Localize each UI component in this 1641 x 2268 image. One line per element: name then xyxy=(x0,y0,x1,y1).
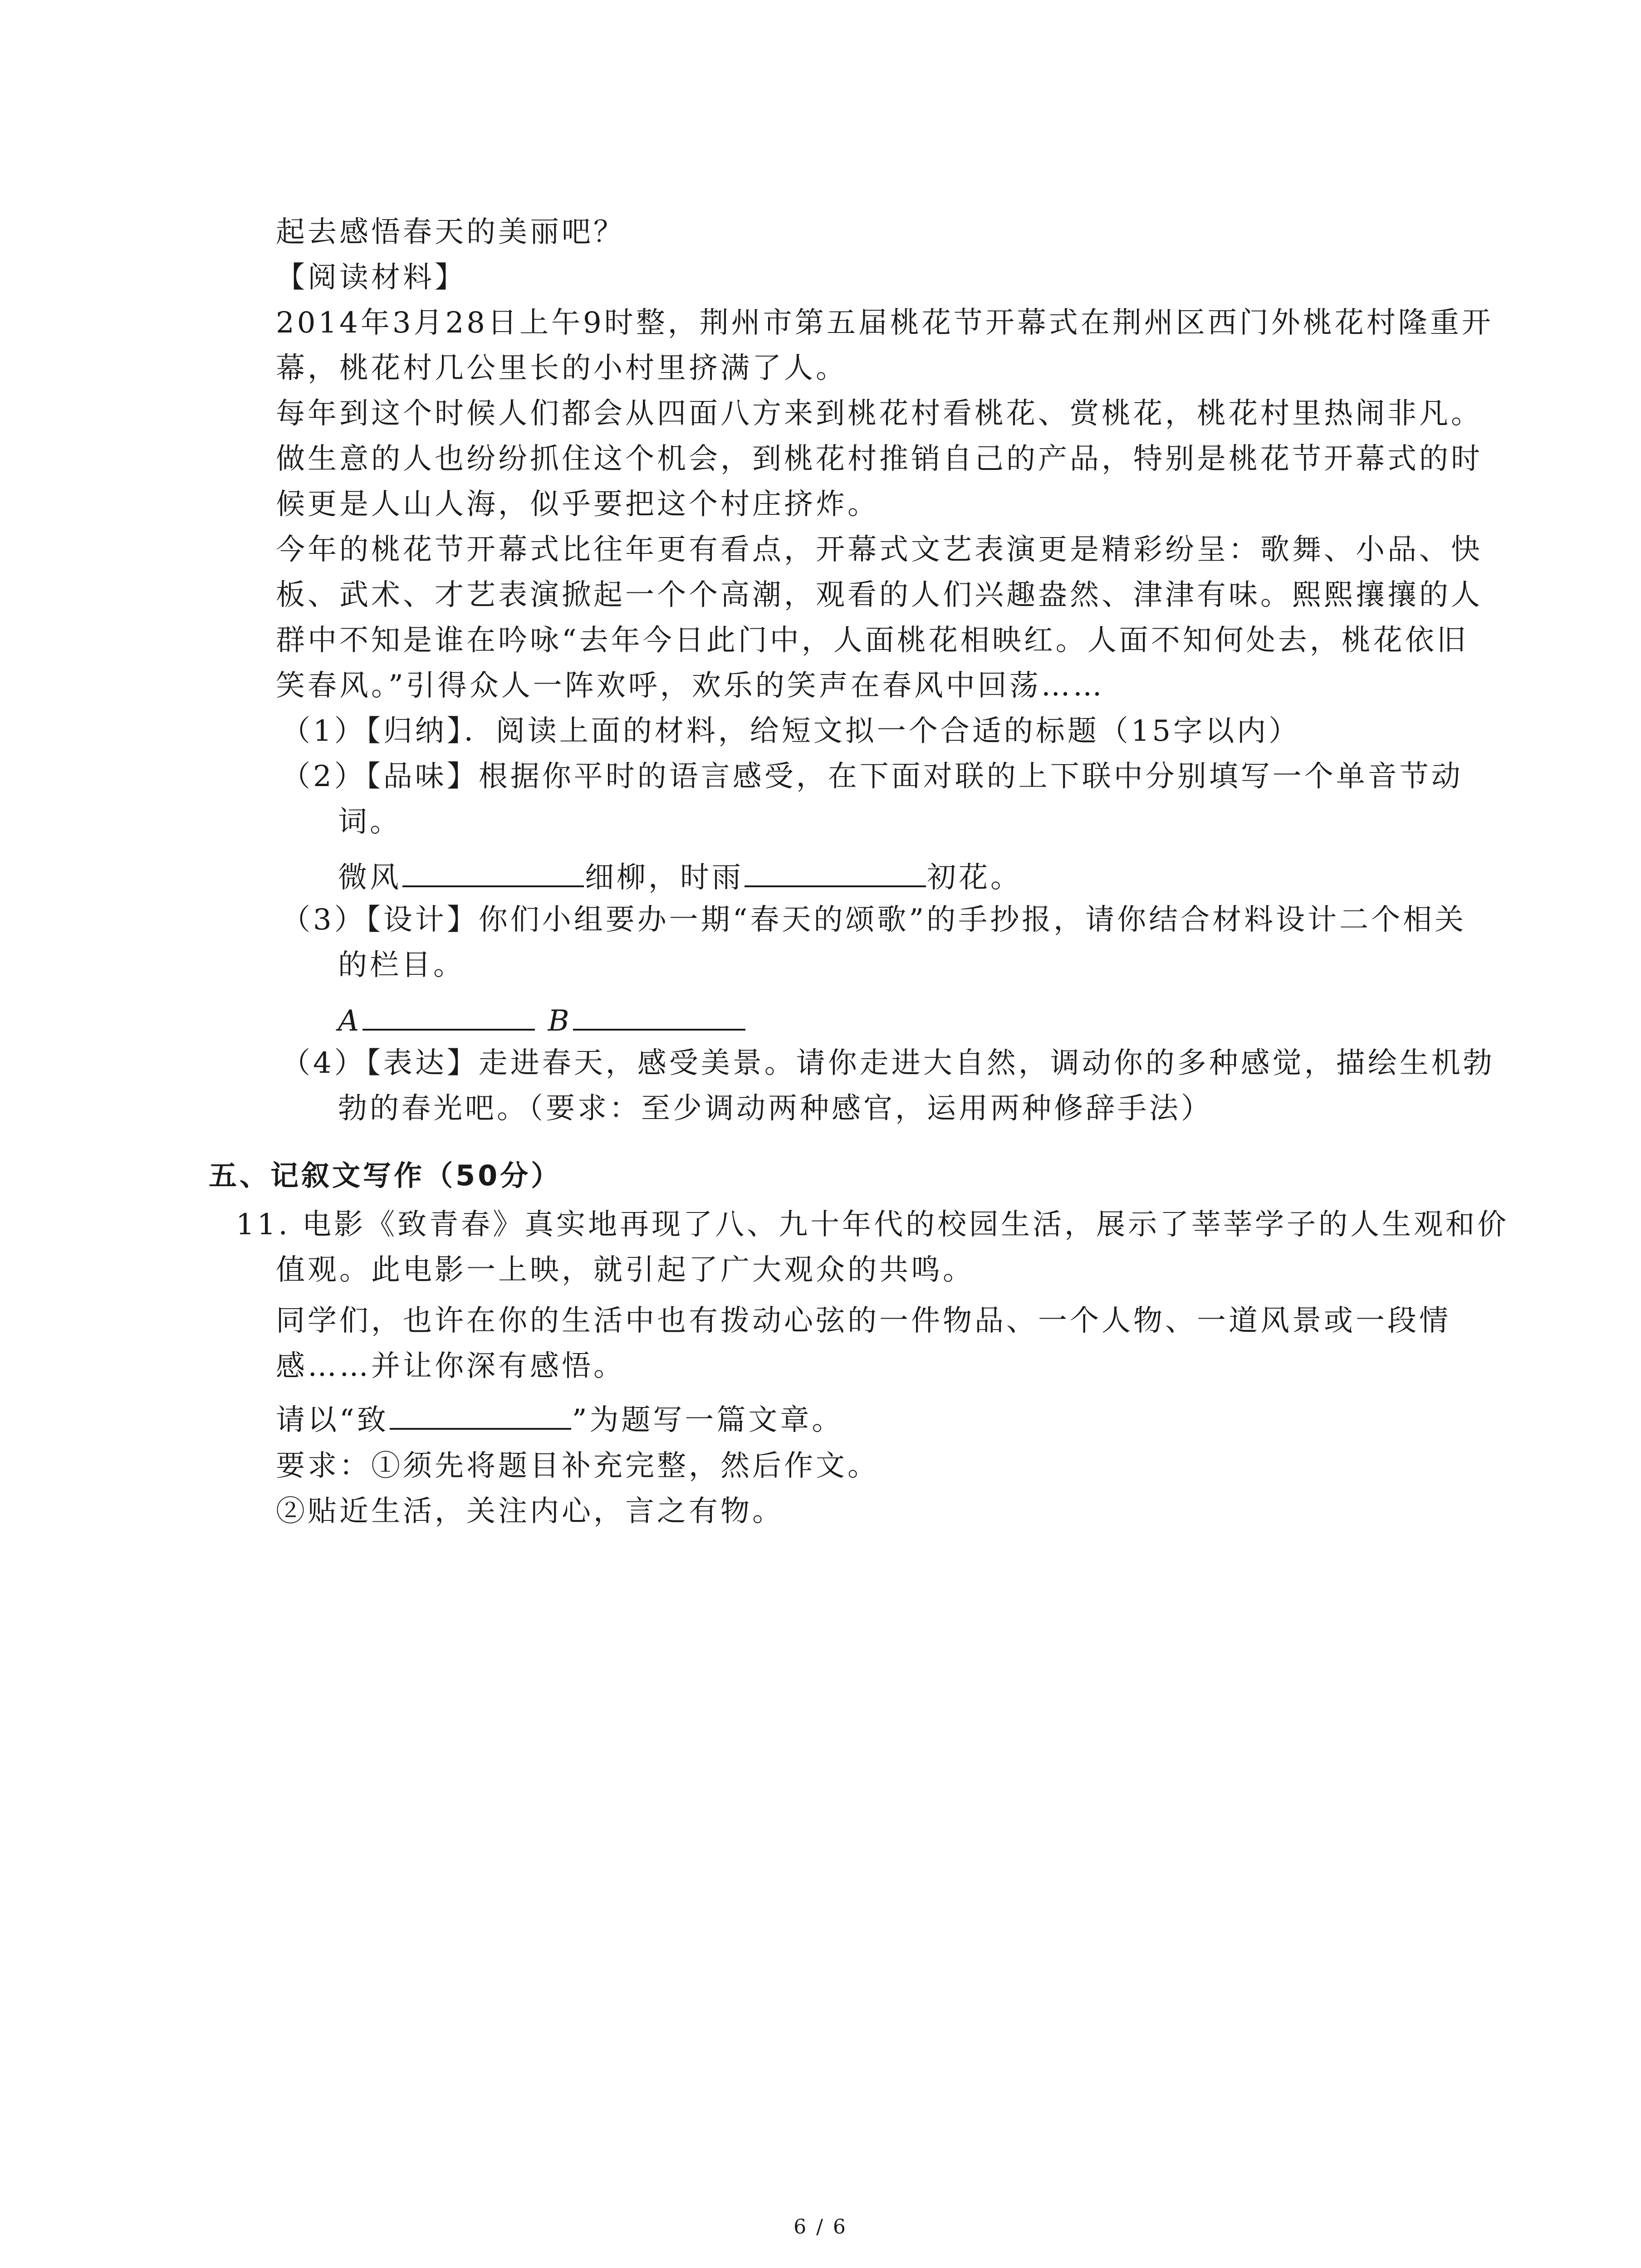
question-1: （1）【归纳】．阅读上面的材料，给短文拟一个合适的标题（15字以内） xyxy=(281,714,1301,748)
question-3: （3）【设计】你们小组要办一期“春天的颂歌”的手抄报，请你结合材料设计二个相关 xyxy=(281,903,1467,937)
text-line: 笑春风。”引得众人一阵欢呼，欢乐的笑声在春风中回荡…… xyxy=(276,669,1105,703)
text-line: 板、武术、才艺表演掀起一个个高潮，观看的人们兴趣盎然、津津有味。熙熙攘攘的人 xyxy=(276,578,1483,612)
requirement-2: ②贴近生活，关注内心，言之有物。 xyxy=(276,1495,784,1528)
text-line: 感……并让你深有感悟。 xyxy=(276,1349,625,1383)
section-heading: 五、记叙文写作（50分） xyxy=(209,1159,562,1192)
text-line: 做生意的人也纷纷抓住这个机会，到桃花村推销自己的产品，特别是桃花节开幕式的时 xyxy=(276,442,1483,476)
answer-blank[interactable] xyxy=(745,856,926,887)
page-number: 6 / 6 xyxy=(794,2215,847,2239)
text-line: 词。 xyxy=(338,805,402,839)
text-line: 幕，桃花村几公里长的小村里挤满了人。 xyxy=(276,352,847,385)
couplet-line: 微风 细柳，时雨 初花。 xyxy=(338,856,1022,896)
text-line: 同学们，也许在你的生活中也有拨动心弦的一件物品、一个人物、一道风景或一段情 xyxy=(276,1304,1451,1338)
section-label: 【阅读材料】 xyxy=(276,261,466,294)
essay-title-prompt: 请以“致 ”为题写一篇文章。 xyxy=(276,1399,843,1438)
column-answers: A B xyxy=(338,1000,746,1039)
text-line: 勃的春光吧。（要求：至少调动两种感官，运用两种修辞手法） xyxy=(338,1092,1213,1125)
text-line: 2014年3月28日上午9时整，荆州市第五届桃花节开幕式在荆州区西门外桃花村隆重开 xyxy=(276,306,1494,340)
text-line: 今年的桃花节开幕式比往年更有看点，开幕式文艺表演更是精彩纷呈：歌舞、小品、快 xyxy=(276,533,1483,567)
answer-blank[interactable] xyxy=(362,1000,535,1031)
question-11: 11. 电影《致青春》真实地再现了八、九十年代的校园生活，展示了莘莘学子的人生观和价 xyxy=(236,1208,1509,1242)
requirement-1: 要求：①须先将题目补充完整，然后作文。 xyxy=(276,1449,879,1483)
question-4: （4）【表达】走进春天，感受美景。请你走进大自然，调动你的多种感觉，描绘生机勃 xyxy=(281,1046,1495,1080)
text-line: 值观。此电影一上映，就引起了广大观众的共鸣。 xyxy=(276,1253,975,1287)
answer-blank[interactable] xyxy=(402,856,584,887)
text-line: 候更是人山人海，似乎要把这个村庄挤炸。 xyxy=(276,488,879,521)
question-2: （2）【品味】根据你平时的语言感受，在下面对联的上下联中分别填写一个单音节动 xyxy=(281,760,1463,793)
answer-blank[interactable] xyxy=(390,1399,571,1430)
text-line: 的栏目。 xyxy=(338,948,465,982)
text-line: 群中不知是谁在吟咏“去年今日此门中，人面桃花相映红。人面不知何处去，桃花依旧 xyxy=(276,624,1469,657)
text-line: 每年到这个时候人们都会从四面八方来到桃花村看桃花、赏桃花，桃花村里热闹非凡。 xyxy=(276,397,1483,430)
text-line: 起去感悟春天的美丽吧？ xyxy=(276,215,625,249)
answer-blank[interactable] xyxy=(573,1000,745,1031)
